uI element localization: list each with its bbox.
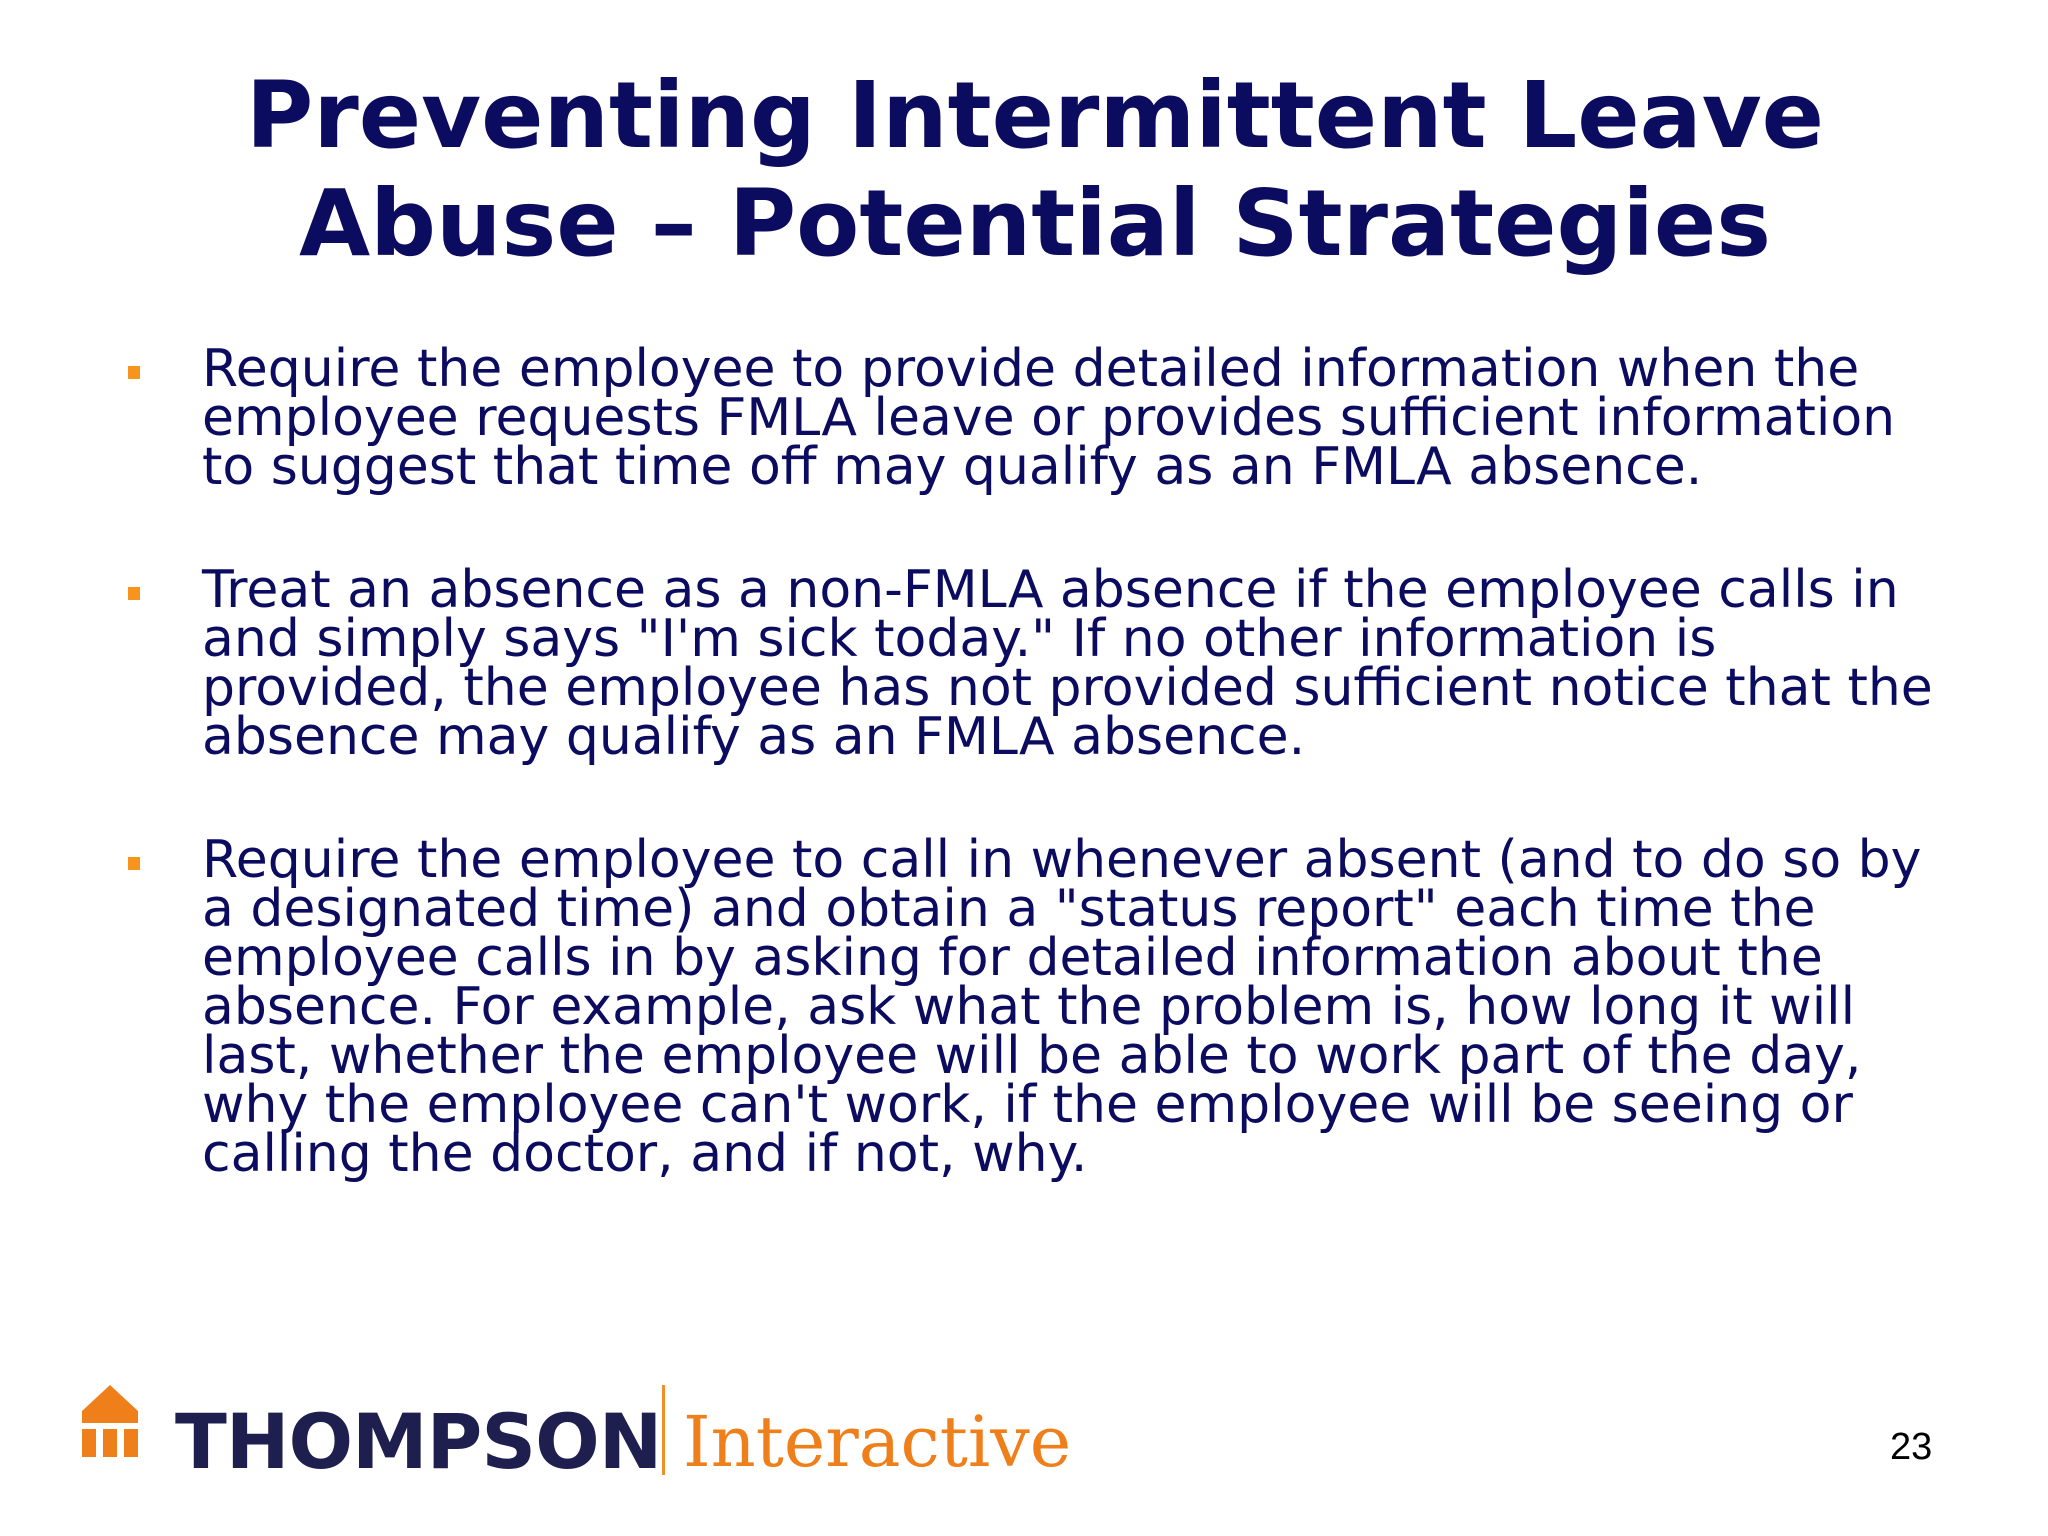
bullet-text: Require the employee to call in whenever absent (and to do so by a designated time) and obtain a "status report" each time the employee calls in by asking for detailed information about the absence. For example, ask what the problem is, how long it will last, whether the employee will be able to work part of the day, why the employee can't work, if the employee will be seeing or calling the doctor, and if not, why. [202,830,1922,1184]
thompson-interactive-logo [80,1385,1072,1495]
logo-interactive-text: Interactive [683,1401,1072,1483]
bullet-text: Treat an absence as a non-FMLA absence if the employee calls in and simply says "I'm sick today." If no other information is provided, the employee has not provided sufficient notice that the absence may qualify as an FMLA absence. [202,560,1933,767]
bullet-item [0,830,2048,1184]
page-number: 23 [1890,1426,1933,1468]
logo-thompson-text: THOMPSON [175,1397,662,1486]
bullet-item [0,339,2048,497]
bullet-text: Require the employee to provide detailed information when the employee requests FMLA leave or provides sufficient information to suggest that time off may qualify as an FMLA absence. [202,339,1896,497]
bullet-list [0,339,2048,1253]
bullet-item [0,560,2048,767]
slide-title: Preventing Intermittent Leave Abuse – Potential Strategies [245,62,1825,277]
bullet-square-icon [128,857,140,870]
house-icon [80,1385,140,1459]
bullet-square-icon [128,587,140,600]
bullet-square-icon [128,366,140,379]
logo-divider [662,1385,665,1475]
